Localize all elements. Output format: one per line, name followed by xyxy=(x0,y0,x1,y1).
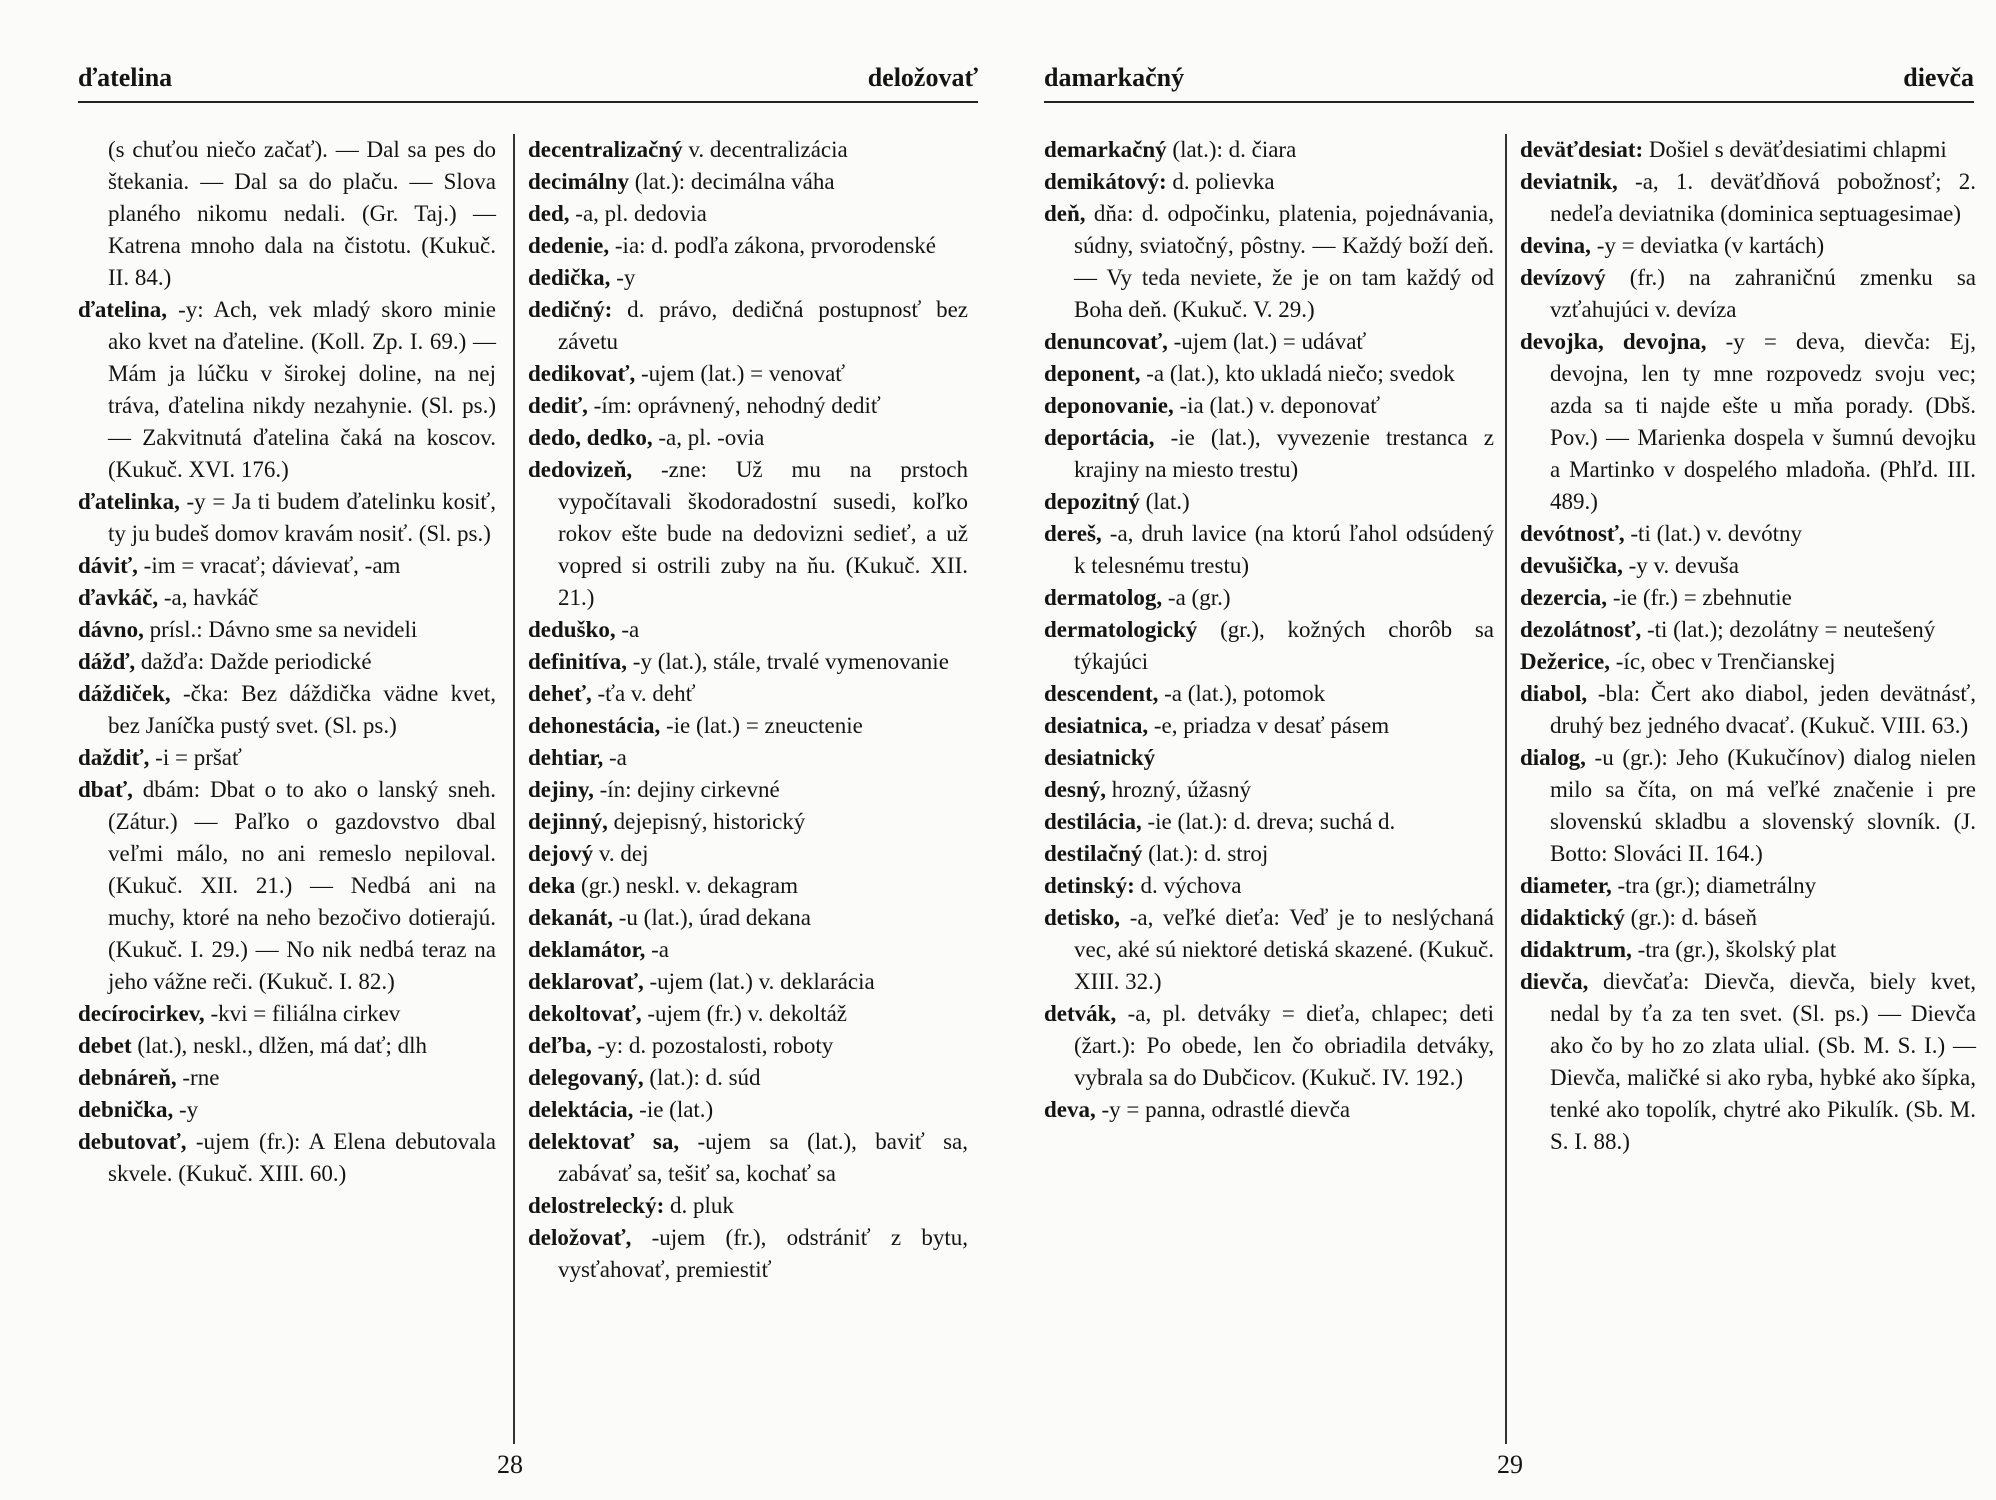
entry-definition: dievčaťa: Dievča, dievča, biely kvet, nedal by ťa za ten svet. (Sl. ps.) — Dievča ako čo by ho zo zlata ulial. (Sb. M. S. I.) — Dievča, maličké si ako ryba, hybké ako šípka, tenké ako topolík, chytré ako Pikulík. (Sb. M. S. I. 88.) xyxy=(1550,969,1976,1154)
entry-definition: -tra (gr.), školský plat xyxy=(1631,937,1837,962)
entry-headword: diameter, xyxy=(1520,873,1612,898)
dictionary-entry xyxy=(1044,358,1494,390)
dictionary-entry xyxy=(1044,998,1494,1094)
entry-headword: deklamátor, xyxy=(528,937,646,962)
entry-headword: devótnosť, xyxy=(1520,521,1625,546)
entry-definition: v. dej xyxy=(593,841,649,866)
entry-headword: dezolátnosť, xyxy=(1520,617,1642,642)
dictionary-entry xyxy=(528,422,968,454)
entry-headword: dedenie, xyxy=(528,233,610,258)
entry-headword: dedička, xyxy=(528,265,611,290)
entry-headword: devojka, devojna, xyxy=(1520,329,1707,354)
entry-headword: descendent, xyxy=(1044,681,1159,706)
dictionary-entry xyxy=(1044,198,1494,326)
entry-definition: (s chuťou niečo začať). — Dal sa pes do štekania. — Dal sa do plaču. — Slova planého nikomu nedali. (Gr. Taj.) — Katrena mnoho dala na čistotu. (Kukuč. II. 84.) xyxy=(108,137,496,290)
dictionary-entry xyxy=(1044,678,1494,710)
entry-definition: -čka: Bez dáždička vädne kvet, bez Janíčka pustý svet. (Sl. ps.) xyxy=(108,681,496,738)
header-right-word: dievča xyxy=(1903,63,1974,92)
dictionary-entry xyxy=(1520,870,1976,902)
entry-definition: -ti (lat.); dezolátny = neutešený xyxy=(1641,617,1936,642)
dictionary-entry xyxy=(1044,614,1494,678)
entry-headword: ďavkáč, xyxy=(78,585,159,610)
entry-headword: deduško, xyxy=(528,617,616,642)
entry-definition: prísl.: Dávno sme sa nevideli xyxy=(143,617,418,642)
entry-definition: -y = panna, odrastlé dievča xyxy=(1095,1097,1351,1122)
dictionary-entry xyxy=(1520,134,1976,166)
dictionary-entry xyxy=(78,1126,496,1190)
entry-definition: dažďa: Dažde periodické xyxy=(135,649,372,674)
dictionary-entry xyxy=(1520,166,1976,230)
entry-headword: dedičný: xyxy=(528,297,613,322)
entry-headword: dedovizeň, xyxy=(528,457,633,482)
entry-definition: -ujem (lat.) v. deklarácia xyxy=(643,969,875,994)
entry-headword: detisko, xyxy=(1044,905,1121,930)
entry-headword: debet xyxy=(78,1033,132,1058)
dictionary-entry xyxy=(78,678,496,742)
entry-headword: dermatolog, xyxy=(1044,585,1163,610)
entry-headword: denuncovať, xyxy=(1044,329,1168,354)
dictionary-entry xyxy=(528,934,968,966)
entry-definition: (lat.): decimálna váha xyxy=(628,169,835,194)
entry-definition: -ujem (fr.): A Elena debutovala skvele. (Kukuč. XIII. 60.) xyxy=(108,1129,496,1186)
entry-headword: dehtiar, xyxy=(528,745,604,770)
entry-headword: debnáreň, xyxy=(78,1065,177,1090)
entry-headword: dávno, xyxy=(78,617,144,642)
dictionary-entry xyxy=(1044,582,1494,614)
dictionary-entry xyxy=(78,1062,496,1094)
dictionary-entry xyxy=(1044,902,1494,998)
column-divider xyxy=(513,134,515,1444)
dictionary-entry xyxy=(528,262,968,294)
dictionary-entry xyxy=(528,870,968,902)
entry-definition: -ín: dejiny cirkevné xyxy=(593,777,780,802)
page-number: 29 xyxy=(1497,1450,1523,1479)
dictionary-entry xyxy=(78,998,496,1030)
entry-definition: (lat.): d. stroj xyxy=(1142,841,1269,866)
entry-headword: detinský: xyxy=(1044,873,1135,898)
dictionary-entry xyxy=(1520,934,1976,966)
entry-definition: -ia (lat.) v. deponovať xyxy=(1173,393,1381,418)
entry-headword: destilácia, xyxy=(1044,809,1142,834)
entry-definition: (gr.), kožných chorôb sa týkajúci xyxy=(1074,617,1494,674)
entry-headword: daždiť, xyxy=(78,745,150,770)
dictionary-entry xyxy=(528,230,968,262)
entry-headword: delostrelecký: xyxy=(528,1193,665,1218)
dictionary-entry xyxy=(528,198,968,230)
dictionary-entry xyxy=(1044,1094,1494,1126)
entry-headword: deň, xyxy=(1044,201,1086,226)
dictionary-entry xyxy=(1520,646,1976,678)
header-right-word: deložovať xyxy=(867,63,978,92)
entry-headword: delektácia, xyxy=(528,1097,634,1122)
entry-definition: -u (gr.): Jeho (Kukučínov) dialog nielen milo sa číta, on má veľké značenie i pre slovenskú skladbu a slovenský slovník. (J. Botto: Slováci II. 164.) xyxy=(1550,745,1976,866)
dictionary-entry xyxy=(1520,550,1976,582)
entry-definition: -ujem sa (lat.), baviť sa, zabávať sa, tešiť sa, kochať sa xyxy=(558,1129,969,1186)
dictionary-entry xyxy=(1520,518,1976,550)
entry-headword: dekoltovať, xyxy=(528,1001,642,1026)
dictionary-entry xyxy=(528,678,968,710)
entry-definition: -ie (fr.) = zbehnutie xyxy=(1607,585,1792,610)
dictionary-entry xyxy=(1520,262,1976,326)
entry-headword: diabol, xyxy=(1520,681,1588,706)
entry-definition: (lat.) xyxy=(1139,489,1190,514)
header-rule xyxy=(78,101,978,103)
entry-definition: -ie (lat.): d. dreva; suchá d. xyxy=(1141,809,1396,834)
dictionary-entry xyxy=(528,1062,968,1094)
dictionary-entry xyxy=(1044,326,1494,358)
entry-headword: dedo, dedko, xyxy=(528,425,653,450)
dictionary-entry xyxy=(1520,902,1976,934)
entry-headword: destilačný xyxy=(1044,841,1143,866)
dictionary-entry xyxy=(528,838,968,870)
entry-definition: -ie (lat.), vyvezenie trestanca z krajiny na miesto trestu) xyxy=(1074,425,1494,482)
running-header xyxy=(78,58,978,98)
dictionary-entry xyxy=(528,134,968,166)
entry-headword: demarkačný xyxy=(1044,137,1167,162)
entry-headword: dbať, xyxy=(78,777,133,802)
dictionary-entry xyxy=(528,1094,968,1126)
dictionary-entry xyxy=(528,774,968,806)
dictionary-entry xyxy=(78,774,496,998)
entry-headword: dejiny, xyxy=(528,777,594,802)
entry-definition: -zne: Už mu na prstoch vypočítavali škodoradostní susedi, koľko rokov ešte bude na dedovizni sedieť, a už vopred si ostrili zuby na ňu. (Kukuč. XII. 21.) xyxy=(558,457,968,610)
dictionary-entry xyxy=(1520,230,1976,262)
entry-headword: definitíva, xyxy=(528,649,628,674)
entry-headword: dediť, xyxy=(528,393,588,418)
entry-headword: deponent, xyxy=(1044,361,1141,386)
dictionary-entry xyxy=(78,294,496,486)
entry-headword: devina, xyxy=(1520,233,1591,258)
entry-definition: -y: d. pozostalosti, roboty xyxy=(591,1033,834,1058)
entry-definition: -ie (lat.) = zneuctenie xyxy=(660,713,863,738)
entry-definition: d. polievka xyxy=(1166,169,1275,194)
entry-headword: deklarovať, xyxy=(528,969,644,994)
dictionary-entry xyxy=(1044,742,1494,774)
entry-definition: -ti (lat.) v. devótny xyxy=(1624,521,1802,546)
entry-definition: (lat.): d. čiara xyxy=(1166,137,1297,162)
dictionary-entry xyxy=(528,646,968,678)
dictionary-entry xyxy=(1044,774,1494,806)
entry-definition: -a xyxy=(615,617,640,642)
entry-headword: devízový xyxy=(1520,265,1606,290)
dictionary-entry xyxy=(78,742,496,774)
dictionary-entry xyxy=(528,742,968,774)
dictionary-entry xyxy=(528,390,968,422)
entry-headword: dermatologický xyxy=(1044,617,1198,642)
entry-definition: -im = vracať; dávievať, -am xyxy=(137,553,401,578)
dictionary-entry xyxy=(78,134,496,294)
dictionary-entry xyxy=(528,454,968,614)
entry-definition: -y xyxy=(610,265,636,290)
entry-headword: dehonestácia, xyxy=(528,713,661,738)
dictionary-entry xyxy=(1520,614,1976,646)
entry-definition: (gr.) neskl. v. dekagram xyxy=(575,873,798,898)
left-page xyxy=(0,0,990,1500)
entry-definition: -i = pršať xyxy=(149,745,242,770)
entry-headword: deväťdesiat: xyxy=(1520,137,1644,162)
entry-definition: -a xyxy=(603,745,627,770)
dictionary-entry xyxy=(1044,390,1494,422)
dictionary-entry xyxy=(528,1190,968,1222)
entry-headword: dážď, xyxy=(78,649,136,674)
dictionary-entry xyxy=(1520,326,1976,518)
entry-definition: -tra (gr.); diametrálny xyxy=(1611,873,1817,898)
entry-definition: dňa: d. odpočinku, platenia, pojednávania, súdny, sviatočný, pôstny. — Každý boží deň. — Vy teda neviete, že je on tam každý od Boha deň. (Kukuč. V. 29.) xyxy=(1074,201,1494,322)
entry-headword: decentralizačný xyxy=(528,137,683,162)
entry-definition: -íc, obec v Trenčianskej xyxy=(1610,649,1836,674)
entry-definition: -y v. devuša xyxy=(1622,553,1739,578)
entry-headword: dáždiček, xyxy=(78,681,171,706)
entry-headword: decírocirkev, xyxy=(78,1001,205,1026)
dictionary-entry xyxy=(528,294,968,358)
entry-definition: -y (lat.), stále, trvalé vymenovanie xyxy=(627,649,949,674)
entry-definition: -ie (lat.) xyxy=(633,1097,714,1122)
dictionary-entry xyxy=(1520,742,1976,870)
entry-definition: -a, havkáč xyxy=(158,585,259,610)
entry-headword: deka xyxy=(528,873,576,898)
dictionary-entry xyxy=(528,166,968,198)
entry-headword: dedikovať, xyxy=(528,361,636,386)
entry-definition: -y = deviatka (v kartách) xyxy=(1590,233,1825,258)
entry-headword: decimálny xyxy=(528,169,629,194)
dictionary-entry xyxy=(78,1094,496,1126)
dictionary-entry xyxy=(1044,134,1494,166)
entry-headword: deľba, xyxy=(528,1033,592,1058)
entry-definition: hrozný, úžasný xyxy=(1106,777,1251,802)
running-header xyxy=(1044,58,1974,98)
dictionary-entry xyxy=(528,710,968,742)
entry-definition: (gr.): d. báseň xyxy=(1624,905,1758,930)
column-right xyxy=(1520,134,1976,1158)
entry-definition: -a, pl. -ovia xyxy=(652,425,765,450)
entry-headword: detvák, xyxy=(1044,1001,1117,1026)
entry-headword: desiatnica, xyxy=(1044,713,1149,738)
entry-definition: (fr.) na zahraničnú zmenku sa vzťahujúci v. devíza xyxy=(1550,265,1976,322)
entry-headword: deheť, xyxy=(528,681,592,706)
dictionary-entry xyxy=(528,1030,968,1062)
entry-headword: deviatnik, xyxy=(1520,169,1618,194)
entry-definition: -y = deva, dievča: Ej, devojna, len ty mne rozpovedz svoju vec; azda sa ti najde ešte u mňa porady. (Dbš. Pov.) — Marienka dospela v šumnú devojku a Martinko v dospelého mladoňa. (Phľd. III. 489.) xyxy=(1550,329,1976,514)
entry-definition: -ujem (fr.), odstrániť z bytu, vysťahovať, premiestiť xyxy=(558,1225,968,1282)
dictionary-entry xyxy=(528,1126,968,1190)
entry-definition: d. pluk xyxy=(664,1193,734,1218)
entry-headword: desiatnický xyxy=(1044,745,1156,770)
header-left-word: ďatelina xyxy=(78,63,173,92)
entry-definition: -a xyxy=(645,937,669,962)
entry-definition: dbám: Dbat o to ako o lanský sneh. (Zátur.) — Paľko o gazdovstvo dbal veľmi málo, no ani remeslo nepiloval. (Kukuč. XII. 21.) — Nedbá ani na muchy, ktoré na neho bezočivo dotierajú. (Kukuč. I. 29.) — No nik nedbá teraz na jeho vážne reči. (Kukuč. I. 82.) xyxy=(108,777,496,994)
entry-headword: debnička, xyxy=(78,1097,174,1122)
entry-headword: delegovaný, xyxy=(528,1065,644,1090)
column-left xyxy=(78,134,496,1190)
entry-definition: -u (lat.), úrad dekana xyxy=(613,905,811,930)
entry-definition: -a, veľké dieťa: Veď je to neslýchaná vec, aké sú niektoré detiská skazené. (Kukuč. XIII. 32.) xyxy=(1074,905,1494,994)
entry-definition: -bla: Čert ako diabol, jeden devätnásť, druhý bez jedného dvacať. (Kukuč. VIII. 63.) xyxy=(1550,681,1976,738)
entry-headword: deportácia, xyxy=(1044,425,1155,450)
dictionary-entry xyxy=(78,646,496,678)
entry-definition: -ím: oprávnený, nehodný dediť xyxy=(587,393,881,418)
entry-headword: desný, xyxy=(1044,777,1106,802)
entry-definition: -y = Ja ti budem ďatelinku kosiť, ty ju budeš domov kravám nosiť. (Sl. ps.) xyxy=(108,489,496,546)
dictionary-entry xyxy=(1520,678,1976,742)
entry-definition: -a, 1. deväťdňová pobožnosť; 2. nedeľa deviatnika (dominica septuagesimae) xyxy=(1550,169,1976,226)
entry-definition: dejepisný, historický xyxy=(607,809,806,834)
dictionary-entry xyxy=(78,582,496,614)
entry-definition: -ujem (lat.) = venovať xyxy=(635,361,846,386)
entry-headword: dievča, xyxy=(1520,969,1589,994)
entry-definition: -a (lat.), kto ukladá niečo; svedok xyxy=(1140,361,1455,386)
column-divider xyxy=(1505,134,1507,1444)
dictionary-entry xyxy=(78,486,496,550)
dictionary-entry xyxy=(528,358,968,390)
dictionary-entry xyxy=(528,1222,968,1286)
entry-definition: -a, pl. dedovia xyxy=(569,201,707,226)
dictionary-entry xyxy=(1044,710,1494,742)
right-page xyxy=(1000,0,1996,1500)
entry-definition: -ťa v. dehť xyxy=(591,681,696,706)
entry-definition: -a (gr.) xyxy=(1162,585,1231,610)
dictionary-entry xyxy=(528,902,968,934)
dictionary-entry xyxy=(528,966,968,998)
entry-headword: ďatelina, xyxy=(78,297,168,322)
entry-definition: (lat.), neskl., dlžen, má dať; dlh xyxy=(131,1033,427,1058)
entry-headword: dáviť, xyxy=(78,553,138,578)
entry-definition: v. decentralizácia xyxy=(682,137,848,162)
entry-headword: dereš, xyxy=(1044,521,1102,546)
entry-definition: Došiel s deväťdesiatimi chlapmi xyxy=(1643,137,1947,162)
dictionary-entry xyxy=(1044,166,1494,198)
entry-definition: -ujem (lat.) = udávať xyxy=(1167,329,1367,354)
entry-definition: -a, pl. detváky = dieťa, chlapec; deti (žart.): Po obede, len čo obriadila detváky, vybrala sa do Dubčicov. (Kukuč. IV. 192.) xyxy=(1074,1001,1494,1090)
entry-definition: -e, priadza v desať pásem xyxy=(1148,713,1390,738)
header-left-word: damarkačný xyxy=(1044,63,1185,92)
header-rule xyxy=(1044,101,1974,103)
dictionary-entry xyxy=(78,550,496,582)
dictionary-entry xyxy=(78,1030,496,1062)
page-number: 28 xyxy=(497,1450,523,1479)
dictionary-entry xyxy=(1520,582,1976,614)
entry-headword: depozitný xyxy=(1044,489,1140,514)
dictionary-entry xyxy=(1044,486,1494,518)
entry-headword: Dežerice, xyxy=(1520,649,1611,674)
entry-headword: dejinný, xyxy=(528,809,608,834)
entry-headword: deložovať, xyxy=(528,1225,632,1250)
entry-definition: -y: Ach, vek mladý skoro minie ako kvet na ďateline. (Koll. Zp. I. 69.) — Mám ja lúčku v širokej doline, na nej tráva, ďatelina nikdy nezahynie. (Sl. ps.) — Zakvitnutá ďatelina čaká na koscov. (Kukuč. XVI. 176.) xyxy=(108,297,496,482)
entry-headword: deva, xyxy=(1044,1097,1096,1122)
entry-headword: didaktrum, xyxy=(1520,937,1632,962)
entry-headword: devušička, xyxy=(1520,553,1623,578)
entry-definition: -ujem (fr.) v. dekoltáž xyxy=(641,1001,848,1026)
entry-headword: didaktický xyxy=(1520,905,1625,930)
entry-headword: dejový xyxy=(528,841,594,866)
dictionary-entry xyxy=(1044,838,1494,870)
entry-headword: dekanát, xyxy=(528,905,613,930)
entry-definition: -kvi = filiálna cirkev xyxy=(204,1001,401,1026)
dictionary-entry xyxy=(528,998,968,1030)
entry-definition: -a, druh lavice (na ktorú ľahol odsúdený k telesnému trestu) xyxy=(1074,521,1494,578)
entry-definition: -y xyxy=(173,1097,199,1122)
entry-definition: -rne xyxy=(176,1065,220,1090)
entry-definition: (lat.): d. súd xyxy=(643,1065,761,1090)
dictionary-entry xyxy=(1044,518,1494,582)
entry-headword: demikátový: xyxy=(1044,169,1167,194)
entry-definition: -a (lat.), potomok xyxy=(1158,681,1326,706)
column-right xyxy=(528,134,968,1286)
entry-headword: ďatelinka, xyxy=(78,489,180,514)
column-left xyxy=(1044,134,1494,1126)
dictionary-entry xyxy=(78,614,496,646)
entry-headword: debutovať, xyxy=(78,1129,187,1154)
dictionary-entry xyxy=(1520,966,1976,1158)
dictionary-entry xyxy=(1044,870,1494,902)
entry-definition: d. právo, dedičná postupnosť bez závetu xyxy=(558,297,968,354)
entry-headword: dezercia, xyxy=(1520,585,1608,610)
entry-headword: dialog, xyxy=(1520,745,1586,770)
dictionary-entry xyxy=(1044,806,1494,838)
dictionary-entry xyxy=(528,614,968,646)
entry-headword: deponovanie, xyxy=(1044,393,1174,418)
entry-definition: d. výchova xyxy=(1134,873,1242,898)
entry-headword: ded, xyxy=(528,201,570,226)
entry-definition: -ia: d. podľa zákona, prvorodenské xyxy=(609,233,936,258)
entry-headword: delektovať sa, xyxy=(528,1129,680,1154)
dictionary-entry xyxy=(528,806,968,838)
dictionary-entry xyxy=(1044,422,1494,486)
